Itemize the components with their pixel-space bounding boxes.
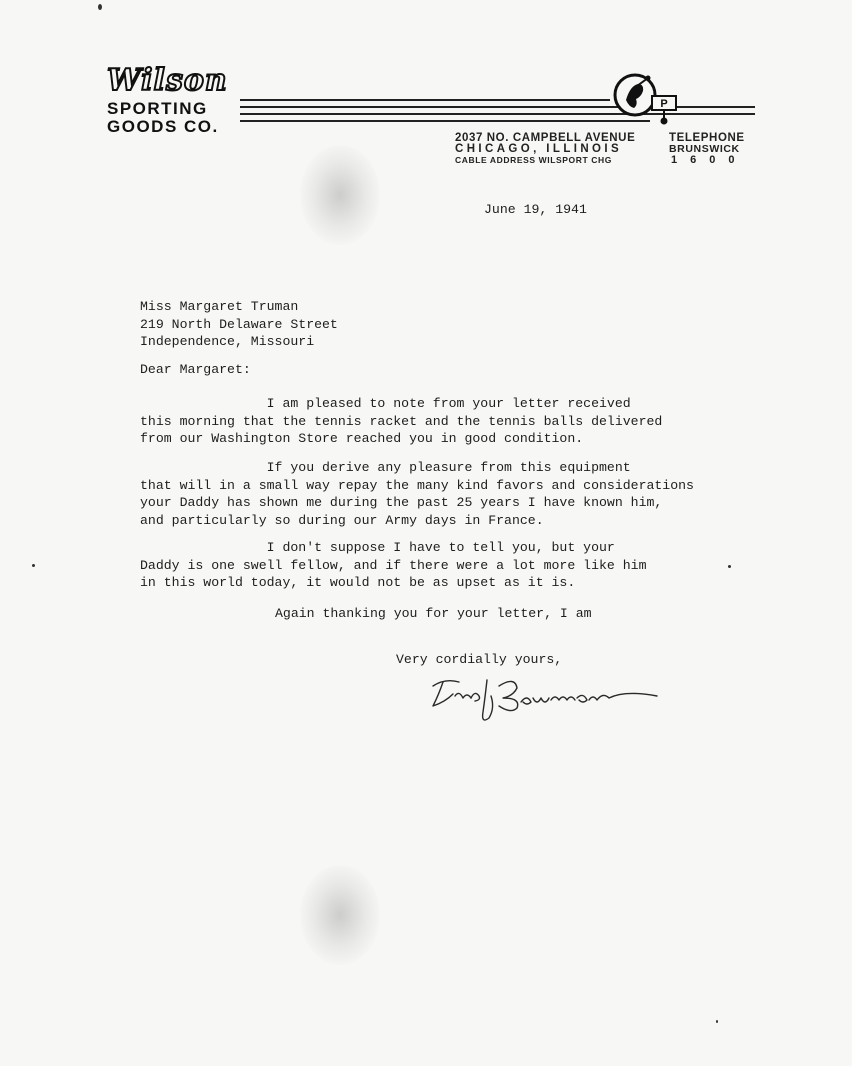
address-city: CHICAGO, ILLINOIS bbox=[455, 143, 623, 155]
recipient-name: Miss Margaret Truman bbox=[140, 299, 299, 314]
paragraph-line: from our Washington Store reached you in good condition. bbox=[140, 431, 584, 446]
paragraph-line: that will in a small way repay the many kind favors and considerations bbox=[140, 477, 694, 493]
paragraph-line: and particularly so during our Army days in France. bbox=[140, 512, 544, 528]
paper-speck bbox=[716, 1020, 718, 1023]
salutation: Dear Margaret: bbox=[140, 362, 251, 377]
handwritten-signature bbox=[425, 668, 665, 728]
recipient-address bbox=[140, 298, 338, 351]
svg-text:P: P bbox=[660, 98, 668, 110]
address-street: 2037 NO. CAMPBELL AVENUE bbox=[455, 132, 636, 144]
paper-speck bbox=[32, 564, 35, 567]
telephone-number: 1600 bbox=[671, 154, 748, 166]
paper-speck bbox=[728, 565, 731, 568]
closing-sentence: Again thanking you for your letter, I am bbox=[275, 606, 592, 621]
paper-smudge bbox=[300, 145, 380, 245]
company-name-line1: SPORTING bbox=[107, 99, 208, 118]
paragraph-2 bbox=[140, 459, 694, 529]
valediction: Very cordially yours, bbox=[396, 652, 563, 667]
paragraph-line: I don't suppose I have to tell you, but your bbox=[140, 540, 615, 555]
paragraph-line: this morning that the tennis racket and the tennis balls delivered bbox=[140, 413, 663, 429]
telephone-exchange: BRUNSWICK bbox=[669, 143, 740, 155]
recipient-street: 219 North Delaware Street bbox=[140, 316, 338, 332]
cable-address: CABLE ADDRESS WILSPORT CHG bbox=[455, 155, 612, 165]
paragraph-line: I am pleased to note from your letter received bbox=[140, 396, 631, 411]
paragraph-line: your Daddy has shown me during the past 25 years I have known him, bbox=[140, 495, 663, 510]
paper-smudge bbox=[300, 865, 380, 965]
golf-flag-icon bbox=[650, 94, 678, 126]
letter-date: June 19, 1941 bbox=[484, 202, 587, 217]
paragraph-3 bbox=[140, 539, 646, 592]
paper-speck bbox=[98, 4, 102, 10]
wilson-logo: Wilson bbox=[107, 63, 228, 98]
paragraph-line: in this world today, it would not be as upset as it is. bbox=[140, 575, 576, 590]
paragraph-1 bbox=[140, 395, 662, 448]
recipient-city: Independence, Missouri bbox=[140, 334, 315, 349]
telephone-label: TELEPHONE bbox=[669, 132, 745, 144]
company-name-line2: GOODS CO. bbox=[107, 117, 219, 136]
paragraph-line: Daddy is one swell fellow, and if there were a lot more like him bbox=[140, 557, 647, 573]
paragraph-line: If you derive any pleasure from this equipment bbox=[140, 460, 631, 475]
